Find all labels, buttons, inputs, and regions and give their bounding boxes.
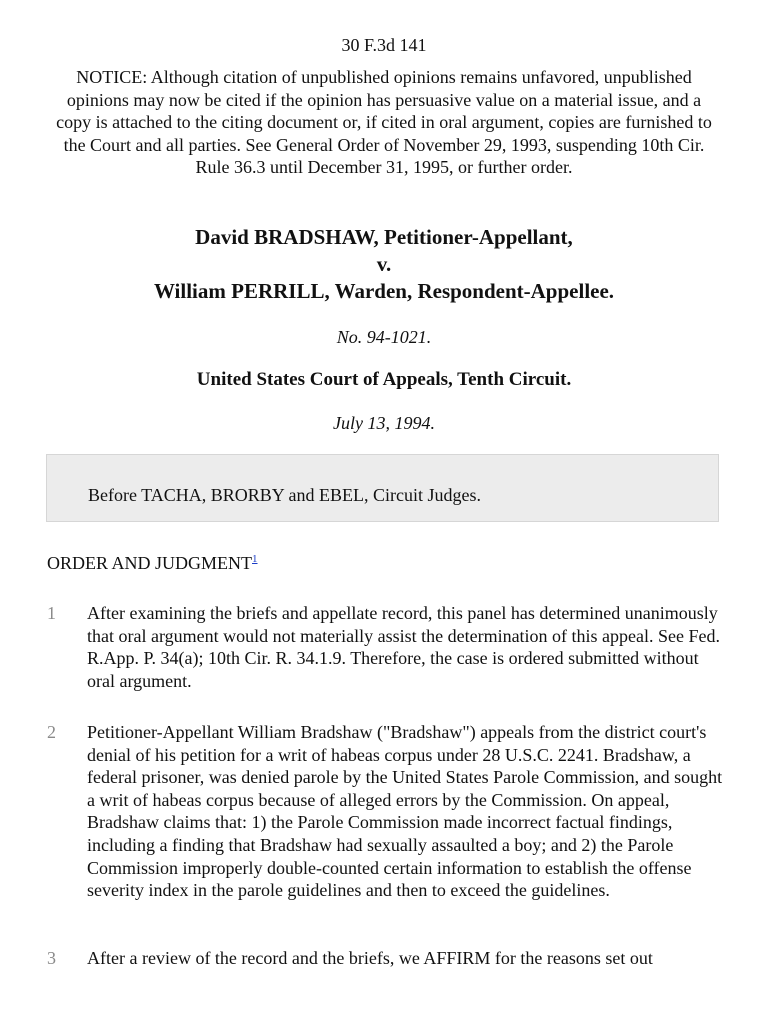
paragraph-text: After examining the briefs and appellate record, this panel has determined unanimously that oral argument would not materially assist the determination of this appeal. See Fed. R.App. P. 34(a); 10th Cir. R. 34.1.9. Therefore, the case is ordered submitted without oral argument.	[87, 603, 721, 691]
respondent-name: William PERRILL, Warden, Respondent-Appellee.	[153, 279, 615, 303]
docket-number: No. 94-1021.	[336, 327, 432, 347]
paragraph-text: Petitioner-Appellant William Bradshaw ("Bradshaw") appeals from the district court's denial of his petition for a writ of habeas corpus under 28 U.S.C. 2241. Bradshaw, a federal prisoner, was denied parole by the United States Parole Commission, and sought a writ of habeas corpus because of alleged errors by the Commission. On appeal, Bradshaw claims that: 1) the Parole Commission made incorrect factual findings, including a finding that Bradshaw had sexually assaulted a boy; and 2) the Parole Commission improperly double-counted certain information to establish the offense severity index in the parole guidelines and then to exceed the guidelines.	[87, 722, 723, 901]
paragraph-number: 1	[47, 603, 56, 623]
paragraph-text: After a review of the record and the briefs, we AFFIRM for the reasons set out	[87, 948, 653, 968]
case-caption	[0, 224, 768, 305]
court-name: United States Court of Appeals, Tenth Circuit.	[196, 369, 572, 390]
judges-panel-box	[46, 454, 719, 522]
decision-date: July 13, 1994.	[333, 413, 435, 433]
order-heading-text: ORDER AND JUDGMENT	[47, 553, 253, 573]
versus: v.	[376, 252, 392, 276]
footnote-link[interactable]: 1	[252, 553, 258, 565]
judges-panel: Before TACHA, BRORBY and EBEL, Circuit Judges.	[88, 485, 482, 505]
unpublished-opinion-notice: NOTICE: Although citation of unpublished opinions remains unfavored, unpublished opinions may now be cited if the opinion has persuasive value on a material issue, and a copy is attached to the citing document or, if cited in oral argument, copies are furnished to the Court and all parties. See General Order of November 29, 1993, suspending 10th Cir. Rule 36.3 until December 31, 1995, or further order.	[56, 67, 712, 178]
paragraph-number: 2	[47, 722, 56, 742]
petitioner-name: David BRADSHAW, Petitioner-Appellant,	[195, 225, 573, 249]
paragraph-number: 3	[47, 948, 56, 968]
order-heading	[47, 552, 258, 575]
citation: 30 F.3d 141	[341, 35, 427, 55]
